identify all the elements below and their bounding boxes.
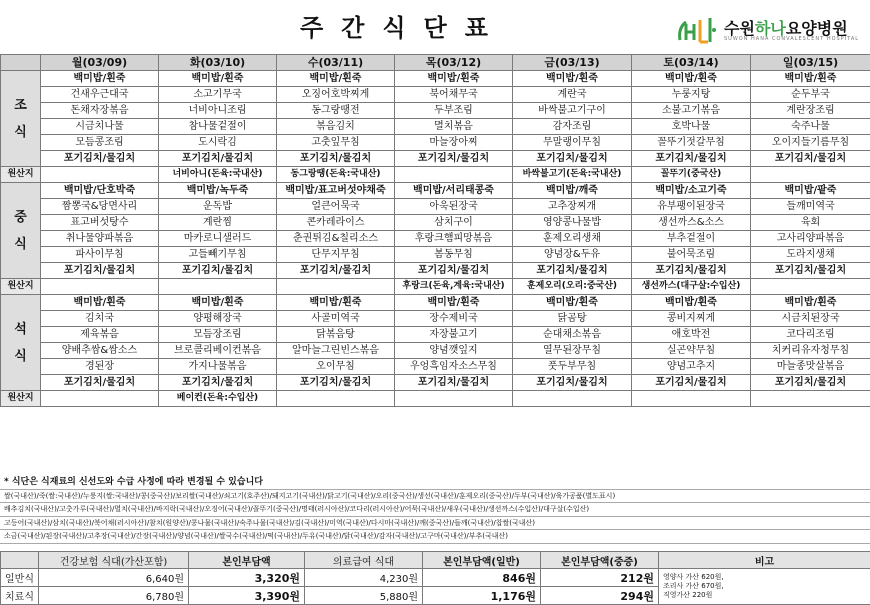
menu-item: 김치국 (41, 311, 159, 327)
menu-item: 백미밥/흰죽 (513, 71, 632, 87)
menu-item: 백미밥/흰죽 (159, 295, 277, 311)
menu-item: 닭곰탕 (513, 311, 632, 327)
menu-item: 백미밥/흰죽 (277, 71, 395, 87)
origin-note-line: 배추김치(국내산)/고춧가루(국내산)/멸치(국내산)/바지락(국내산)/오징어(국내산)/꼴뚜기(중국산)/명태(러시아산)/코다리(러시아산)/어묵(국내산)/새우(국내산)/생선까스(수입산)/대구살(수입산) (0, 503, 870, 517)
menu-row (1, 215, 870, 231)
origin-cell (632, 391, 751, 407)
day-header: 수(03/11) (277, 55, 395, 71)
cost-header-row (1, 552, 870, 569)
menu-item: 계란국 (513, 87, 632, 103)
menu-item: 콩비지찌게 (632, 311, 751, 327)
day-header: 화(03/10) (159, 55, 277, 71)
menu-item: 고춧잎무침 (277, 135, 395, 151)
menu-item: 포기김치/물김치 (632, 151, 751, 167)
hospital-subtitle: SUWON HANA CONVALESCENT HOSPITAL (724, 36, 860, 42)
menu-item: 백미밥/흰죽 (395, 71, 513, 87)
menu-item: 훈제오리생채 (513, 231, 632, 247)
hospital-logo-icon (676, 14, 720, 46)
origin-cell: 너비아니(돈육:국내산) (159, 167, 277, 183)
meal-label: 중 식 (1, 183, 41, 279)
menu-item: 콘카레라이스 (277, 215, 395, 231)
menu-item: 백미밥/표고버섯야채죽 (277, 183, 395, 199)
menu-item: 알마늘그린빈스볶음 (277, 343, 395, 359)
menu-item: 풋두부무침 (513, 359, 632, 375)
menu-item: 시금치나물 (41, 119, 159, 135)
cost-corner (1, 552, 39, 569)
origin-cell (41, 391, 159, 407)
day-header: 토(03/14) (632, 55, 751, 71)
menu-item: 백미밥/흰죽 (41, 295, 159, 311)
menu-item: 고들빼기무침 (159, 247, 277, 263)
menu-item: 후랑크햄피망볶음 (395, 231, 513, 247)
origin-row (1, 167, 870, 183)
menu-item: 북어채무국 (395, 87, 513, 103)
menu-item: 포기김치/물김치 (277, 263, 395, 279)
menu-item: 파사이무침 (41, 247, 159, 263)
day-header: 금(03/13) (513, 55, 632, 71)
menu-item: 단무지무침 (277, 247, 395, 263)
menu-item: 무말랭이무침 (513, 135, 632, 151)
insurance-fee: 6,780원 (39, 587, 189, 605)
menu-item: 꼴뚜기젓갈무침 (632, 135, 751, 151)
menu-item: 동그랑땡전 (277, 103, 395, 119)
menu-item: 순두부국 (751, 87, 870, 103)
menu-item: 고추장찌개 (513, 199, 632, 215)
menu-item: 열무된장무침 (513, 343, 632, 359)
menu-item: 브로콜리베이컨볶음 (159, 343, 277, 359)
menu-row (1, 87, 870, 103)
menu-item: 순대채소볶음 (513, 327, 632, 343)
origin-row (1, 391, 870, 407)
menu-item: 백미밥/흰죽 (751, 295, 870, 311)
origin-note-line: 고등어(국내산)/삼치(국내산)/북어채(러시아산)/참치(원양산)/콩나물(국내산)/숙주나물(국내산)/김(국내산)/미역(국내산)/다시마(국내산)/깨(중국산)/들깨(국내산)/찹쌀(국내산) (0, 517, 870, 531)
menu-item: 포기김치/물김치 (277, 375, 395, 391)
cost-row-label: 치료식 (1, 587, 39, 605)
origin-note-line: 쌀(국내산)/죽(쌀:국내산)/누룽지(쌀:국내산)/콩(중국산)/보리쌀(국내산)/쇠고기(호주산)/돼지고기(국내산)/닭고기(국내산)/오리(중국산)/생선(국내산)/훈제오리(중국산)/두부(국내산)/육가공품(별도표시) (0, 490, 870, 504)
self-pay-severe: 294원 (541, 587, 659, 605)
menu-item: 사골미역국 (277, 311, 395, 327)
origin-cell: 꼴뚜기(중국산) (632, 167, 751, 183)
menu-item: 오이무침 (277, 359, 395, 375)
menu-item: 코다리조림 (751, 327, 870, 343)
menu-item: 고사리양파볶음 (751, 231, 870, 247)
menu-item: 장수제비국 (395, 311, 513, 327)
menu-item: 우엉흑임자소스무침 (395, 359, 513, 375)
menu-row (1, 327, 870, 343)
origin-cell (751, 391, 870, 407)
menu-item: 애호박전 (632, 327, 751, 343)
menu-item: 마카로니샐러드 (159, 231, 277, 247)
menu-item: 호박나물 (632, 119, 751, 135)
menu-item: 오이지들기름무침 (751, 135, 870, 151)
menu-row (1, 119, 870, 135)
menu-item: 소불고기볶음 (632, 103, 751, 119)
menu-item: 백미밥/서리태콩죽 (395, 183, 513, 199)
menu-item: 삼치구이 (395, 215, 513, 231)
menu-item: 돈채자장볶음 (41, 103, 159, 119)
origin-cell (277, 279, 395, 295)
origin-cell: 베이컨(돈육:수입산) (159, 391, 277, 407)
weekly-menu-table (0, 54, 870, 407)
meal-label: 석 식 (1, 295, 41, 391)
meal-label: 조 식 (1, 71, 41, 167)
day-header: 월(03/09) (41, 55, 159, 71)
menu-row (1, 295, 870, 311)
menu-item: 경된장 (41, 359, 159, 375)
menu-item: 백미밥/흰죽 (41, 71, 159, 87)
menu-item: 포기김치/물김치 (41, 151, 159, 167)
origin-note-line: 소금(국내산)/된장(국내산)/고추장(국내산)/간장(국내산)/양념(국내산)/쌀국수(국내산)/떡(국내산)/두유(국내산)/닭(국내산)/감자(국내산)/고구마(국내산)/부추(국내산) (0, 530, 870, 544)
menu-item: 시금치된장국 (751, 311, 870, 327)
origin-cell: 후랑크(돈육,계육:국내산) (395, 279, 513, 295)
medical-aid-fee: 4,230원 (305, 569, 423, 587)
menu-item: 자장불고기 (395, 327, 513, 343)
menu-item: 실곤약무침 (632, 343, 751, 359)
menu-item: 포기김치/물김치 (513, 375, 632, 391)
menu-item: 포기김치/물김치 (751, 375, 870, 391)
menu-item: 오징어호박찌게 (277, 87, 395, 103)
self-pay: 3,390원 (189, 587, 305, 605)
header (0, 0, 870, 54)
cost-row-label: 일반식 (1, 569, 39, 587)
menu-item: 포기김치/물김치 (632, 375, 751, 391)
origin-row (1, 279, 870, 295)
origin-cell: 생선까스(대구살:수입산) (632, 279, 751, 295)
menu-row (1, 311, 870, 327)
menu-item: 포기김치/물김치 (395, 263, 513, 279)
cost-header: 본인부담액(일반) (423, 552, 541, 569)
menu-item: 백미밥/흰죽 (632, 295, 751, 311)
menu-row (1, 183, 870, 199)
menu-item: 육회 (751, 215, 870, 231)
origin-cell (277, 391, 395, 407)
menu-item: 바싹불고기구이 (513, 103, 632, 119)
origin-cell (513, 391, 632, 407)
menu-item: 운독밥 (159, 199, 277, 215)
menu-item: 백미밥/흰죽 (159, 71, 277, 87)
menu-item: 치커리유자청무침 (751, 343, 870, 359)
menu-item: 포기김치/물김치 (513, 263, 632, 279)
origin-cell (395, 167, 513, 183)
cost-row-general (1, 569, 870, 587)
menu-item: 백미밥/단호박죽 (41, 183, 159, 199)
menu-item: 제육볶음 (41, 327, 159, 343)
corner-cell (1, 55, 41, 71)
menu-item: 표고버섯탕수 (41, 215, 159, 231)
menu-item: 포기김치/물김치 (159, 151, 277, 167)
menu-item: 건새우근대국 (41, 87, 159, 103)
menu-item: 불어묵조림 (632, 247, 751, 263)
menu-item: 마늘장아찌 (395, 135, 513, 151)
menu-item: 포기김치/물김치 (41, 263, 159, 279)
menu-item: 포기김치/물김치 (751, 151, 870, 167)
cost-header: 본인부담액 (189, 552, 305, 569)
menu-row (1, 135, 870, 151)
origin-cell: 훈제오리(오리:중국산) (513, 279, 632, 295)
cost-header: 건강보험 식대(가산포함) (39, 552, 189, 569)
menu-item: 포기김치/물김치 (159, 263, 277, 279)
menu-item: 두부조림 (395, 103, 513, 119)
menu-item: 포기김치/물김치 (395, 151, 513, 167)
menu-item: 백미밥/흰죽 (632, 71, 751, 87)
menu-item: 너비아니조림 (159, 103, 277, 119)
menu-row (1, 151, 870, 167)
menu-item: 소고기무국 (159, 87, 277, 103)
origin-label: 원산지 (1, 279, 41, 295)
menu-item: 백미밥/흰죽 (751, 71, 870, 87)
origin-label: 원산지 (1, 167, 41, 183)
menu-item: 영양콩나물밥 (513, 215, 632, 231)
menu-item: 백미밥/흰죽 (277, 295, 395, 311)
menu-item: 가지나물볶음 (159, 359, 277, 375)
menu-item: 참나물겉절이 (159, 119, 277, 135)
menu-item: 백미밥/깨죽 (513, 183, 632, 199)
menu-row (1, 263, 870, 279)
hospital-logo (676, 14, 866, 50)
menu-item: 백미밥/흰죽 (395, 295, 513, 311)
origin-cell: 바싹불고기(돈육:국내산) (513, 167, 632, 183)
menu-item: 양배추쌈&쌈소스 (41, 343, 159, 359)
menu-item: 포기김치/물김치 (751, 263, 870, 279)
self-pay-severe: 212원 (541, 569, 659, 587)
menu-item: 누룽지탕 (632, 87, 751, 103)
menu-item: 마늘종맛살볶음 (751, 359, 870, 375)
day-header: 목(03/12) (395, 55, 513, 71)
origin-cell (751, 279, 870, 295)
menu-item: 감자조림 (513, 119, 632, 135)
menu-item: 멸치볶음 (395, 119, 513, 135)
menu-item: 양평해장국 (159, 311, 277, 327)
menu-row (1, 71, 870, 87)
menu-item: 생선까스&소스 (632, 215, 751, 231)
notes-section (0, 476, 870, 544)
menu-item: 포기김치/물김치 (41, 375, 159, 391)
menu-item: 백미밥/녹두죽 (159, 183, 277, 199)
notice-text: * 식단은 식재료의 신선도와 수급 사정에 따라 변경될 수 있습니다 (0, 476, 870, 490)
self-pay: 3,320원 (189, 569, 305, 587)
origin-cell (159, 279, 277, 295)
menu-item: 아욱된장국 (395, 199, 513, 215)
menu-item: 취나물양파볶음 (41, 231, 159, 247)
menu-item: 도시락김 (159, 135, 277, 151)
menu-item: 얼큰어묵국 (277, 199, 395, 215)
menu-item: 짬뽕국&당면사리 (41, 199, 159, 215)
menu-row (1, 343, 870, 359)
day-header-row (1, 55, 870, 71)
origin-cell (395, 391, 513, 407)
origin-label: 원산지 (1, 391, 41, 407)
menu-item: 부추겉절이 (632, 231, 751, 247)
menu-item: 닭볶음탕 (277, 327, 395, 343)
menu-row (1, 103, 870, 119)
menu-row (1, 247, 870, 263)
origin-cell (41, 279, 159, 295)
insurance-fee: 6,640원 (39, 569, 189, 587)
menu-item: 계란장조림 (751, 103, 870, 119)
hospital-name: 수원하나요양병원 (724, 19, 848, 38)
origin-cell (41, 167, 159, 183)
menu-item: 유부팽이된장국 (632, 199, 751, 215)
menu-item: 포기김치/물김치 (277, 151, 395, 167)
menu-row (1, 231, 870, 247)
cost-header-remark: 비고 (659, 552, 870, 569)
origin-cell (751, 167, 870, 183)
menu-item: 볶음김치 (277, 119, 395, 135)
menu-item: 백미밥/흰죽 (513, 295, 632, 311)
self-pay-general: 846원 (423, 569, 541, 587)
cost-header: 본인부담액(중증) (541, 552, 659, 569)
menu-row (1, 359, 870, 375)
menu-item: 양념깻잎지 (395, 343, 513, 359)
menu-item: 백미밥/소고기죽 (632, 183, 751, 199)
day-header: 일(03/15) (751, 55, 870, 71)
menu-item: 봄동무침 (395, 247, 513, 263)
menu-item: 포기김치/물김치 (513, 151, 632, 167)
menu-item: 양념고추지 (632, 359, 751, 375)
menu-item: 춘권튀김&칠리소스 (277, 231, 395, 247)
menu-item: 들깨미역국 (751, 199, 870, 215)
menu-item: 숙주나물 (751, 119, 870, 135)
meal-cost-table (0, 551, 870, 605)
menu-item: 양념장&두유 (513, 247, 632, 263)
menu-item: 모듬장조림 (159, 327, 277, 343)
medical-aid-fee: 5,880원 (305, 587, 423, 605)
menu-item: 계란찜 (159, 215, 277, 231)
menu-row (1, 199, 870, 215)
menu-item: 모듬콩조림 (41, 135, 159, 151)
menu-item: 백미밥/팥죽 (751, 183, 870, 199)
menu-item: 도라지생채 (751, 247, 870, 263)
origin-cell: 동그랑땡(돈육:국내산) (277, 167, 395, 183)
menu-row (1, 375, 870, 391)
cost-remark: 영양사 가산 620원, 조리사 가산 670원, 직영가산 220원 (659, 569, 870, 605)
menu-item: 포기김치/물김치 (395, 375, 513, 391)
menu-item: 포기김치/물김치 (632, 263, 751, 279)
cost-header: 의료급여 식대 (305, 552, 423, 569)
page-title: 주간식단표 (300, 14, 506, 42)
self-pay-general: 1,176원 (423, 587, 541, 605)
menu-item: 포기김치/물김치 (159, 375, 277, 391)
